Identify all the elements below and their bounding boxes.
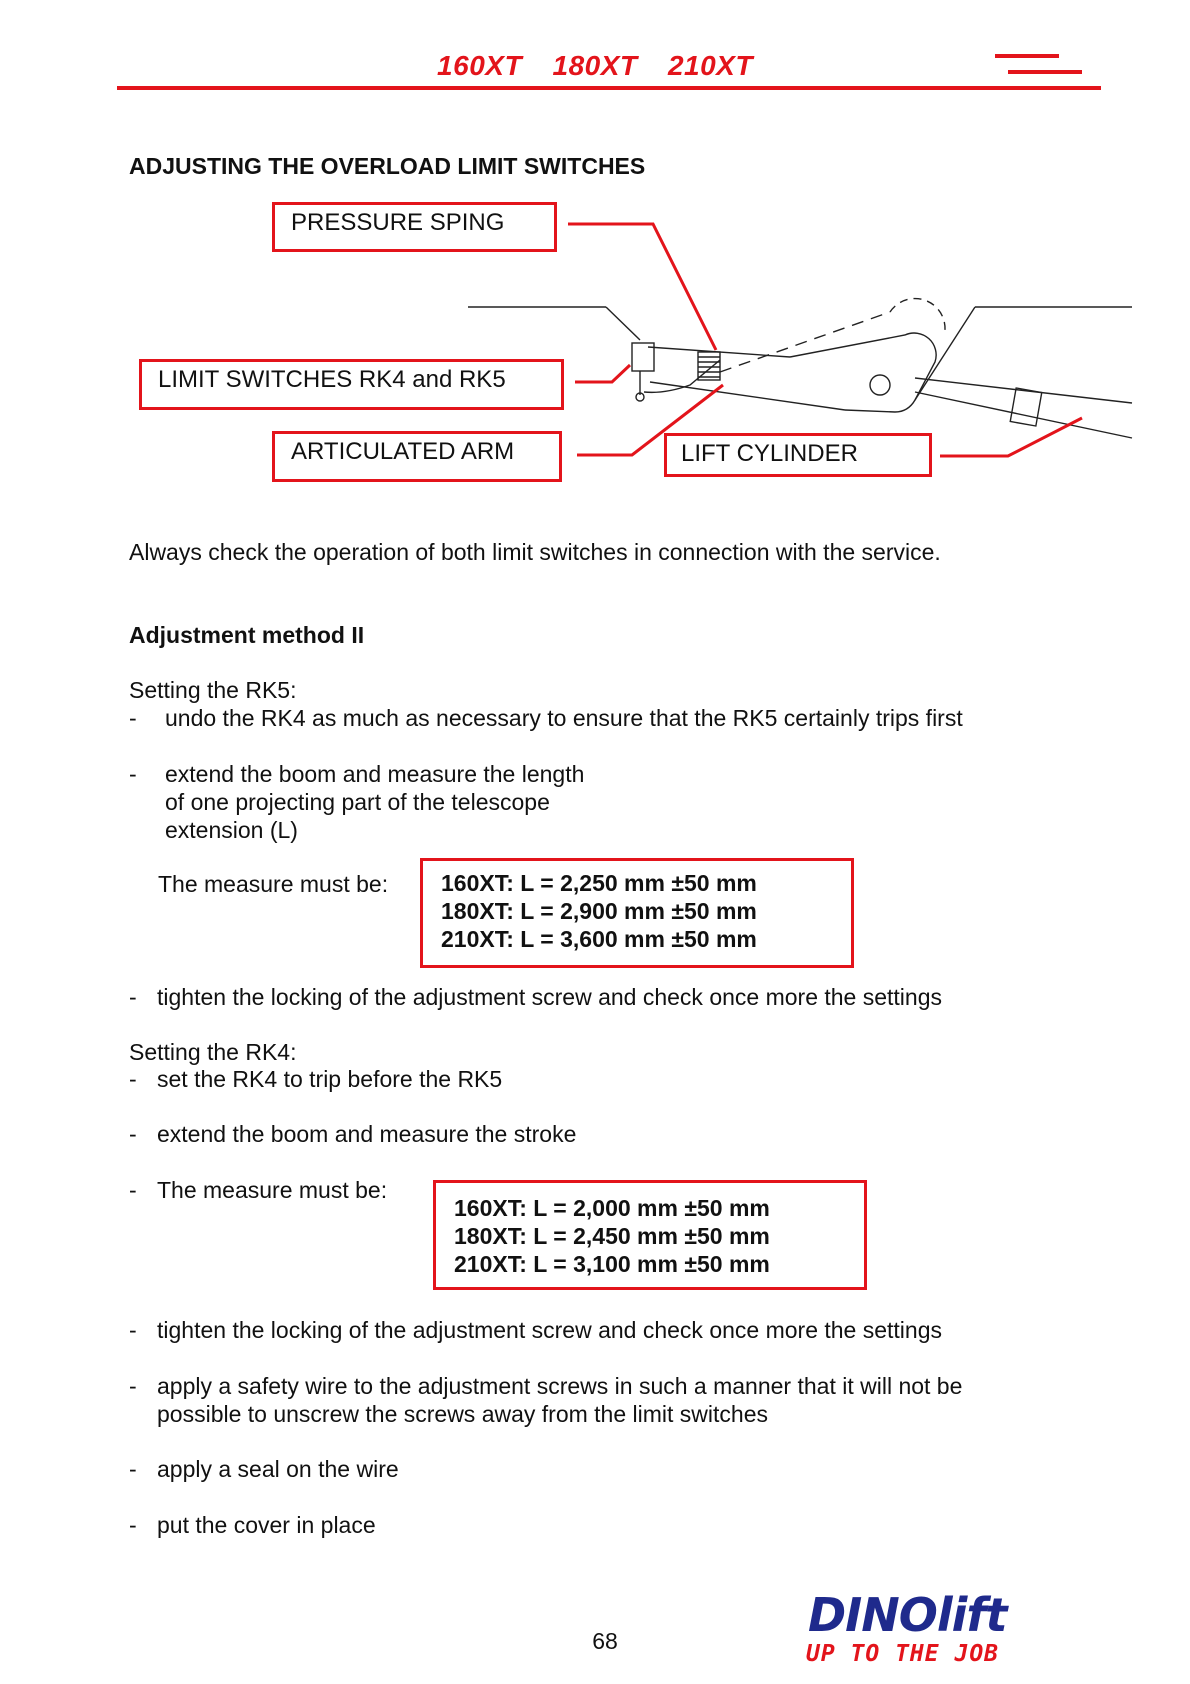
rk5-step2-line: extend the boom and measure the length [165,761,585,787]
rk4-measure-box [433,1180,867,1290]
rk4-measure-180xt: 180XT: L = 2,450 mm ±50 mm [454,1223,770,1249]
rk5-measure-210xt: 210XT: L = 3,600 mm ±50 mm [441,926,757,952]
label-limit-switches [139,359,564,410]
dinolift-logo: DINOlift [808,1588,1007,1642]
rk4-step4-line: apply a safety wire to the adjustment screws in such a manner that it will not be [157,1373,963,1399]
rk5-heading: Setting the RK5: [129,677,297,703]
rk4-step1: set the RK4 to trip before the RK5 [157,1066,503,1092]
label-lift-cylinder-text: LIFT CYLINDER [681,440,858,467]
leader-pressure-spring [568,224,716,350]
rk5-step2-line: of one projecting part of the telescope [165,789,550,815]
rk5-step2 [165,760,584,844]
method-heading: Adjustment method II [129,622,365,648]
label-pressure-spring-text: PRESSURE SPING [291,209,505,236]
rk4-step6-bullet: - [129,1456,137,1482]
rk4-measure-210xt: 210XT: L = 3,100 mm ±50 mm [454,1251,770,1277]
rk5-step2-bullet: - [129,761,137,787]
label-articulated-arm [272,431,562,482]
rk5-step1-bullet: - [129,705,137,731]
label-articulated-arm-text: ARTICULATED ARM [291,438,515,465]
boom-diagram [0,0,1190,520]
rk4-step6: put the cover in place [157,1512,376,1538]
label-pressure-spring [272,202,557,252]
intro-text: Always check the operation of both limit switches in connection with the service. [129,539,941,565]
rk5-step1: undo the RK4 as much as necessary to ensure that the RK5 certainly trips first [165,705,963,731]
rk4-measure-label: The measure must be: [157,1177,388,1203]
boom-bevel-line [606,307,640,340]
rk4-step1-bullet: - [129,1066,137,1092]
leader-lift-cylinder [940,418,1082,456]
label-limit-switches-text: LIMIT SWITCHES RK4 and RK5 [158,366,506,393]
leader-limit-switches [575,365,630,382]
rk5-measure-label: The measure must be: [158,871,389,897]
rk5-step3-bullet: - [129,984,137,1010]
rk4-step4-bullet: - [129,1317,137,1343]
page-number: 68 [592,1628,618,1654]
rk4-measure-160xt: 160XT: L = 2,000 mm ±50 mm [454,1195,770,1221]
header-model-160xt: 160XT [437,50,523,81]
rk5-measure-180xt: 180XT: L = 2,900 mm ±50 mm [441,898,757,924]
rk4-step2: extend the boom and measure the stroke [157,1121,577,1147]
rk4-step4 [157,1372,962,1428]
articulated-arm-outline [790,333,936,412]
rk4-step7-bullet: - [129,1512,137,1538]
rk5-measure-160xt: 160XT: L = 2,250 mm ±50 mm [441,870,757,896]
rk4-step4-line: possible to unscrew the screws away from the limit switches [157,1401,768,1427]
rk5-step3: tighten the locking of the adjustment screw and check once more the settings [157,984,942,1010]
rk5-measure-box [420,858,854,968]
rk4-heading: Setting the RK4: [129,1039,297,1065]
rk4-step5-bullet: - [129,1373,137,1399]
rk4-step3: tighten the locking of the adjustment screw and check once more the settings [157,1317,942,1343]
rk4-step5: apply a seal on the wire [157,1456,399,1482]
pivot-hole [870,375,890,395]
rk5-step2-line: extension (L) [165,817,298,843]
rk4-step2-bullet: - [129,1121,137,1147]
header-model-180xt: 180XT [552,50,638,81]
header-model-210xt: 210XT [667,50,753,81]
label-lift-cylinder [664,433,932,477]
rk4-step3-bullet: - [129,1177,137,1203]
dinolift-tagline: UP TO THE JOB [806,1641,1000,1667]
section-title: ADJUSTING THE OVERLOAD LIMIT SWITCHES [129,153,646,179]
